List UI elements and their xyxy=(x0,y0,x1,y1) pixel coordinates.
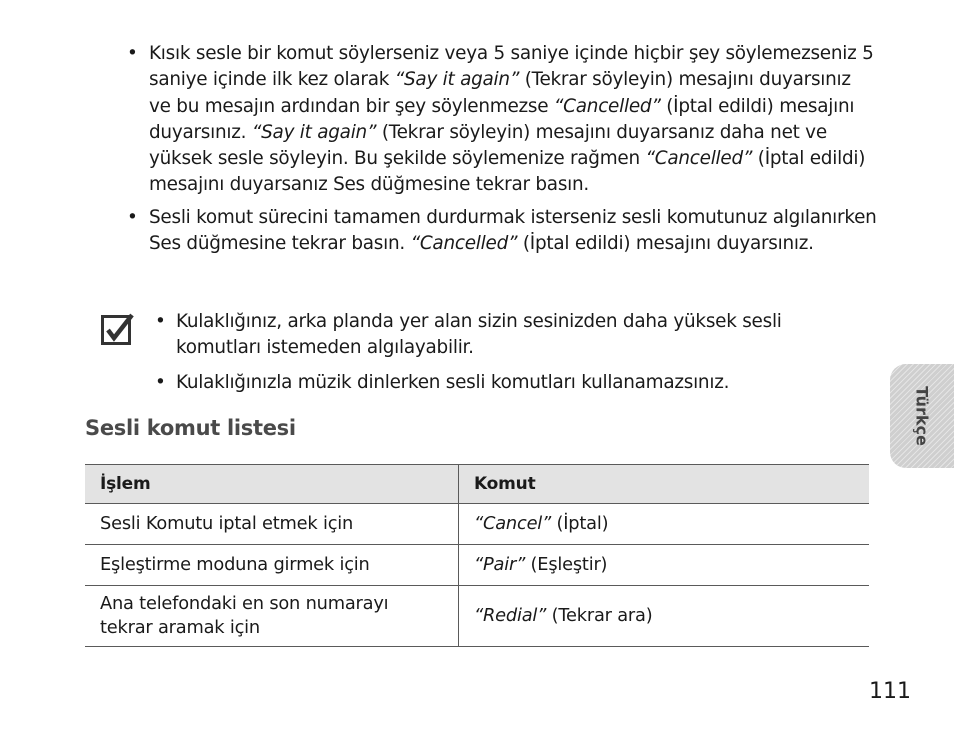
action-cell: Eşleştirme moduna girmek için xyxy=(85,545,459,586)
table-row xyxy=(85,586,869,647)
voice-command-table xyxy=(85,464,869,647)
action-cell: Ana telefondaki en son numarayı tekrar aramak için xyxy=(85,586,459,647)
note-item: • Kulaklığınız, arka planda yer alan sizin sesinizden daha yüksek sesli komutları istemeden algılayabilir. xyxy=(155,309,855,361)
command-cell: “Pair” (Eşleştir) xyxy=(459,545,870,586)
column-header-command: Komut xyxy=(459,465,870,504)
bullet-item: • Sesli komut sürecini tamamen durdurmak isterseniz sesli komutunuz algılanırken Ses düğmesine tekrar basın. “Cancelled” (İptal edildi) mesajını duyarsınız. xyxy=(127,205,877,258)
action-cell: Sesli Komutu iptal etmek için xyxy=(85,504,459,545)
section-title: Sesli komut listesi xyxy=(85,416,296,440)
table-row xyxy=(85,504,869,545)
checkbox-check-icon xyxy=(101,312,135,346)
page-number: 111 xyxy=(869,679,911,704)
table-row xyxy=(85,545,869,586)
table-header-row xyxy=(85,465,869,504)
command-cell: “Redial” (Tekrar ara) xyxy=(459,586,870,647)
column-header-action: İşlem xyxy=(85,465,459,504)
language-side-tab xyxy=(890,364,954,468)
bullet-item: • Kısık sesle bir komut söylerseniz veya 5 saniye içinde hiçbir şey söylemezseniz 5 saniye içinde ilk kez olarak “Say it again” (Tekrar söyleyin) mesajını duyarsınız ve bu mesajın ardından bir şey söylenmezse “Cancelled” (İptal edildi) mesajını duyarsınız. “Say it again” (Tekrar söyleyin) mesajını duyarsanız daha net ve yüksek sesle söyleyin. Bu şekilde söylemenize rağmen “Cancelled” (İptal edildi) mesajını duyarsanız Ses düğmesine tekrar basın. xyxy=(127,41,877,199)
language-label: Türkçe xyxy=(912,386,932,446)
instruction-bullet-list xyxy=(127,41,877,263)
command-cell: “Cancel” (İptal) xyxy=(459,504,870,545)
note-list xyxy=(155,309,855,405)
note-item: • Kulaklığınızla müzik dinlerken sesli komutları kullanamazsınız. xyxy=(155,370,855,396)
